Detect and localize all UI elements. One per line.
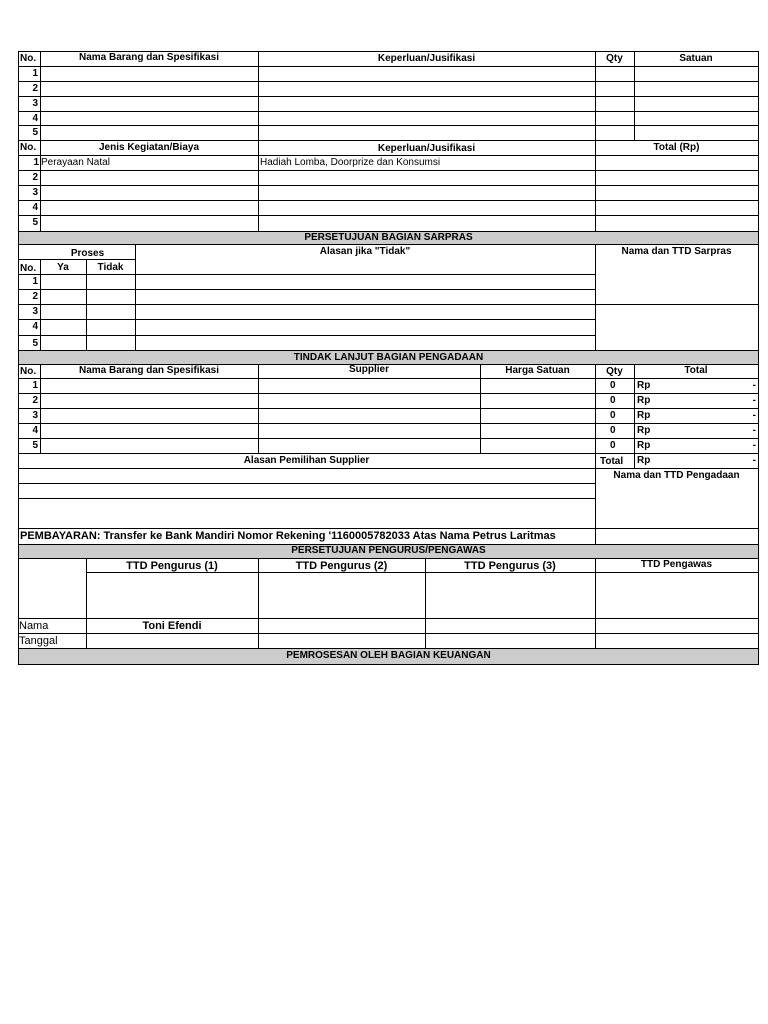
items-qty-header: Qty: [606, 53, 623, 64]
ttd-pengawas-header: TTD Pengawas: [640, 559, 713, 570]
items-unit-header: Satuan: [679, 53, 713, 64]
pengadaan-row-qty: 0: [610, 440, 616, 451]
sarpras-row-no: 4: [32, 321, 38, 332]
pengadaan-no-header: No.: [20, 366, 37, 377]
activity-row-no: 5: [32, 217, 38, 228]
items-row-no: 4: [32, 113, 38, 124]
activity-type: Perayaan Natal: [41, 157, 110, 168]
pengadaan-qty-header: Qty: [606, 366, 623, 377]
pengadaan-sign-header: Nama dan TTD Pengadaan: [613, 470, 740, 481]
pengadaan-total-header: Total: [684, 365, 708, 376]
pengadaan-row-no: 1: [32, 380, 38, 391]
pengadaan-price-header: Harga Satuan: [505, 365, 570, 376]
pengurus-1-name: Toni Efendi: [142, 620, 202, 632]
pengadaan-name-header: Nama Barang dan Spesifikasi: [78, 365, 220, 376]
pengadaan-row-no: 3: [32, 410, 38, 421]
pengadaan-row-rp: Rp: [637, 440, 651, 451]
pengadaan-row-qty: 0: [610, 395, 616, 406]
pengadaan-row-qty: 0: [610, 380, 616, 391]
activity-purpose: Hadiah Lomba, Doorprize dan Konsumsi: [260, 157, 441, 168]
activity-no-header: No.: [20, 142, 37, 153]
pengurus-title: PERSETUJUAN PENGURUS/PENGAWAS: [291, 545, 486, 556]
sarpras-row-no: 2: [32, 291, 38, 302]
ttd-pengurus-2-header: TTD Pengurus (2): [295, 560, 388, 572]
pengadaan-total-rp: Rp: [637, 455, 651, 466]
items-name-header: Nama Barang dan Spesifikasi: [78, 52, 220, 63]
pengadaan-row-total: -: [752, 410, 756, 421]
pengadaan-total-value: -: [752, 455, 756, 466]
items-row-no: 2: [32, 83, 38, 94]
sarpras-sign-header: Nama dan TTD Sarpras: [621, 246, 732, 257]
pengadaan-row-total: -: [752, 380, 756, 391]
sarpras-proses-header: Proses: [70, 248, 105, 259]
activity-type-header: Jenis Kegiatan/Biaya: [98, 142, 200, 153]
request-form-sheet: [18, 51, 759, 665]
pengadaan-total-label: Total: [600, 456, 624, 467]
pengadaan-row-no: 4: [32, 425, 38, 436]
ttd-pengurus-3-header: TTD Pengurus (3): [464, 560, 556, 572]
sarpras-reason-header: Alasan jika "Tidak": [319, 246, 411, 257]
pengadaan-row-qty: 0: [610, 410, 616, 421]
sarpras-title: PERSETUJUAN BAGIAN SARPRAS: [304, 232, 473, 243]
activity-row-no: 3: [32, 187, 38, 198]
pengadaan-row-total: -: [752, 425, 756, 436]
pengadaan-row-rp: Rp: [637, 380, 651, 391]
pengadaan-row-total: -: [752, 395, 756, 406]
pengadaan-row-rp: Rp: [637, 395, 651, 406]
sarpras-row-no: 3: [32, 306, 38, 317]
items-row-no: 5: [32, 127, 38, 138]
pengadaan-supplier-header: Supplier: [348, 364, 389, 375]
activity-purpose-header: Keperluan/Jusifikasi: [377, 143, 476, 154]
sarpras-row-no: 5: [32, 338, 38, 349]
payment-info: PEMBAYARAN: Transfer ke Bank Mandiri Nomor Rekening '1160005782033 Atas Nama Petrus Laritmas: [20, 530, 556, 542]
activity-row-no: 1: [33, 157, 39, 168]
sarpras-no-header: No.: [20, 263, 37, 274]
supplier-reason-label: Alasan Pemilihan Supplier: [243, 455, 370, 466]
sarpras-tidak-header: Tidak: [97, 262, 124, 273]
pengadaan-row-rp: Rp: [637, 410, 651, 421]
activity-total-header: Total (Rp): [653, 142, 700, 153]
activity-row-no: 2: [32, 172, 38, 183]
items-row-no: 3: [32, 98, 38, 109]
ttd-pengurus-1-header: TTD Pengurus (1): [126, 560, 218, 572]
activity-row-no: 4: [32, 202, 38, 213]
tanggal-label: Tanggal: [19, 635, 58, 647]
sarpras-row-no: 1: [32, 276, 38, 287]
items-no-header: No.: [20, 53, 37, 64]
pengadaan-row-no: 2: [32, 395, 38, 406]
pengadaan-row-total: -: [752, 440, 756, 451]
nama-label: Nama: [19, 620, 49, 632]
pengadaan-row-qty: 0: [610, 425, 616, 436]
pengadaan-row-no: 5: [32, 440, 38, 451]
items-row-no: 1: [32, 68, 38, 79]
keuangan-title: PEMROSESAN OLEH BAGIAN KEUANGAN: [286, 650, 491, 661]
pengadaan-row-rp: Rp: [637, 425, 651, 436]
pengadaan-title: TINDAK LANJUT BAGIAN PENGADAAN: [293, 352, 484, 363]
sarpras-ya-header: Ya: [57, 262, 69, 273]
items-purpose-header: Keperluan/Jusifikasi: [377, 53, 476, 64]
